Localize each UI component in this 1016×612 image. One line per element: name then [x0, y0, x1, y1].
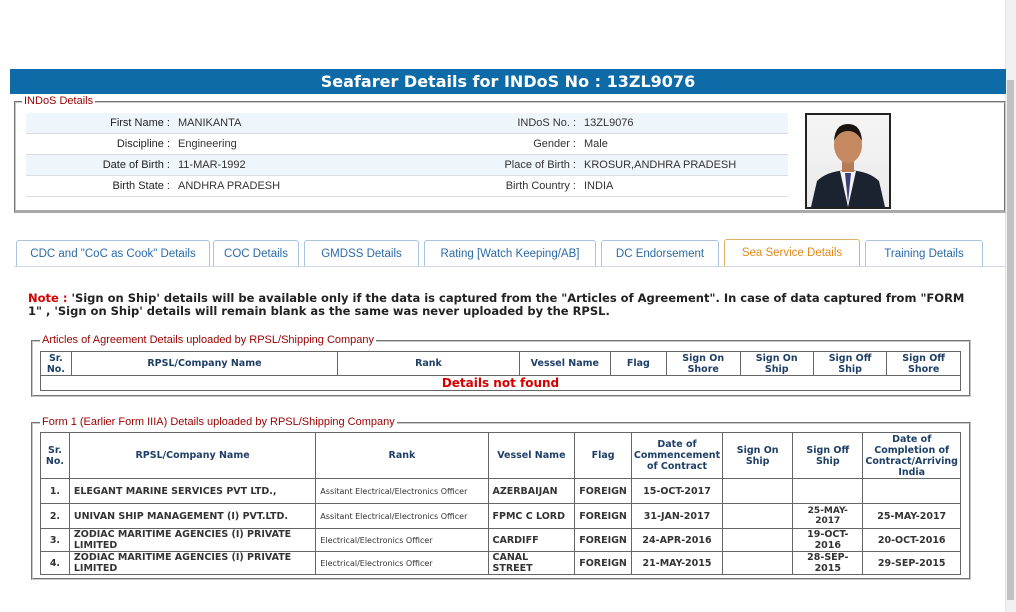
cell-sign-on-ship [723, 479, 793, 504]
cell-vessel-name: CANAL STREET [488, 552, 575, 575]
sea-service-note [28, 292, 978, 318]
cell-sr-no: 4. [41, 552, 70, 575]
cell-company-name: UNIVAN SHIP MANAGEMENT (I) PVT.LTD. [69, 504, 315, 529]
cell-vessel-name: FPMC C LORD [488, 504, 575, 529]
col-flag: Flag [575, 433, 632, 479]
tab-coc-details[interactable]: COC Details [213, 240, 299, 266]
tab-dc-endorsement[interactable]: DC Endorsement [601, 240, 719, 266]
table-row [41, 529, 961, 552]
articles-table [40, 351, 961, 391]
scrollbar-thumb[interactable] [1007, 80, 1014, 600]
cell-commencement-date: 15-OCT-2017 [631, 479, 722, 504]
cell-completion-date: 20-OCT-2016 [863, 529, 961, 552]
cell-sign-on-ship [723, 529, 793, 552]
cell-sign-off-ship [793, 479, 863, 504]
cell-sr-no: 2. [41, 504, 70, 529]
cell-sign-on-ship [723, 504, 793, 529]
birth-country-label: Birth Country : [422, 176, 580, 197]
table-header-row [41, 352, 961, 376]
tab-bar [14, 237, 1006, 267]
note-text: 'Sign on Ship' details will be available only if the data is captured from the "Articles of Agreement". In case of data captured from "FORM 1" , 'Sign on Ship' details will remain blank as the same was never uploaded by the RPSL. [28, 291, 965, 318]
form1-legend: Form 1 (Earlier Form IIIA) Details uploaded by RPSL/Shipping Company [42, 416, 395, 428]
col-commencement-date: Date of Commencement of Contract [631, 433, 722, 479]
articles-legend: Articles of Agreement Details uploaded by RPSL/Shipping Company [42, 334, 375, 346]
cell-commencement-date: 31-JAN-2017 [631, 504, 722, 529]
col-completion-date: Date of Completion of Contract/Arriving India [863, 433, 961, 479]
table-row [41, 504, 961, 529]
gender-label: Gender : [422, 134, 580, 155]
cell-rank: Electrical/Electronics Officer [316, 529, 488, 552]
cell-flag: FOREIGN [575, 479, 632, 504]
first-name-label: First Name : [26, 113, 174, 134]
cell-vessel-name: AZERBAIJAN [488, 479, 575, 504]
dob-value: 11-MAR-1992 [174, 155, 422, 176]
discipline-label: Discipline : [26, 134, 174, 155]
col-company-name: RPSL/Company Name [71, 352, 337, 376]
info-row [26, 113, 788, 134]
cell-flag: FOREIGN [575, 504, 632, 529]
indos-info-table [26, 113, 788, 197]
tab-gmdss-details[interactable]: GMDSS Details [304, 240, 419, 266]
cell-rank: Assitant Electrical/Electronics Officer [316, 479, 488, 504]
cell-flag: FOREIGN [575, 552, 632, 575]
details-not-found-message: Details not found [41, 376, 961, 391]
col-sr-no: Sr. No. [41, 433, 70, 479]
col-sr-no: Sr. No. [41, 352, 72, 376]
place-of-birth-value: KROSUR,ANDHRA PRADESH [580, 155, 788, 176]
col-rank: Rank [316, 433, 488, 479]
birth-state-value: ANDHRA PRADESH [174, 176, 422, 197]
seafarer-photo [805, 113, 891, 209]
col-sign-off-shore: Sign Off Shore [887, 352, 961, 376]
cell-sign-off-ship: 28-SEP-2015 [793, 552, 863, 575]
table-row [41, 479, 961, 504]
gender-value: Male [580, 134, 788, 155]
table-header-row [41, 433, 961, 479]
col-sign-off-ship: Sign Off Ship [793, 433, 863, 479]
info-row [26, 176, 788, 197]
dob-label: Date of Birth : [26, 155, 174, 176]
cell-company-name: ELEGANT MARINE SERVICES PVT LTD., [69, 479, 315, 504]
col-rank: Rank [338, 352, 520, 376]
cell-sr-no: 1. [41, 479, 70, 504]
form1-table [40, 432, 961, 575]
place-of-birth-label: Place of Birth : [422, 155, 580, 176]
person-portrait-icon [807, 115, 889, 207]
cell-rank: Electrical/Electronics Officer [316, 552, 488, 575]
cell-vessel-name: CARDIFF [488, 529, 575, 552]
birth-state-label: Birth State : [26, 176, 174, 197]
cell-sign-on-ship [723, 552, 793, 575]
cell-commencement-date: 21-MAY-2015 [631, 552, 722, 575]
col-company-name: RPSL/Company Name [69, 433, 315, 479]
table-row [41, 376, 961, 391]
cell-sign-off-ship: 19-OCT-2016 [793, 529, 863, 552]
col-vessel-name: Vessel Name [519, 352, 610, 376]
cell-sr-no: 3. [41, 529, 70, 552]
cell-completion-date: 29-SEP-2015 [863, 552, 961, 575]
birth-country-value: INDIA [580, 176, 788, 197]
col-vessel-name: Vessel Name [488, 433, 575, 479]
vertical-scrollbar[interactable] [1005, 0, 1016, 612]
tab-rating-watch-keeping[interactable]: Rating [Watch Keeping/AB] [424, 240, 596, 266]
indos-details-section [14, 95, 1006, 213]
cell-completion-date: 25-MAY-2017 [863, 504, 961, 529]
tab-cdc-details[interactable]: CDC and "CoC as Cook" Details [16, 240, 210, 266]
first-name-value: MANIKANTA [174, 113, 422, 134]
tab-training-details[interactable]: Training Details [865, 240, 983, 266]
col-sign-on-ship: Sign On Ship [740, 352, 813, 376]
cell-sign-off-ship: 25-MAY-2017 [793, 504, 863, 529]
indos-details-legend: INDoS Details [24, 95, 94, 107]
table-row [41, 552, 961, 575]
indos-no-label: INDoS No. : [422, 113, 580, 134]
cell-company-name: ZODIAC MARITIME AGENCIES (I) PRIVATE LIMITED [69, 552, 315, 575]
cell-completion-date [863, 479, 961, 504]
discipline-value: Engineering [174, 134, 422, 155]
col-flag: Flag [610, 352, 666, 376]
col-sign-on-ship: Sign On Ship [723, 433, 793, 479]
cell-rank: Assitant Electrical/Electronics Officer [316, 504, 488, 529]
indos-no-value: 13ZL9076 [580, 113, 788, 134]
col-sign-on-shore: Sign On Shore [666, 352, 740, 376]
tab-sea-service-details[interactable]: Sea Service Details [724, 239, 860, 267]
cell-flag: FOREIGN [575, 529, 632, 552]
cell-company-name: ZODIAC MARITIME AGENCIES (I) PRIVATE LIMITED [69, 529, 315, 552]
info-row [26, 134, 788, 155]
note-prefix: Note : [28, 291, 68, 305]
page-title: Seafarer Details for INDoS No : 13ZL9076 [10, 69, 1006, 94]
col-sign-off-ship: Sign Off Ship [813, 352, 886, 376]
info-row [26, 155, 788, 176]
cell-commencement-date: 24-APR-2016 [631, 529, 722, 552]
